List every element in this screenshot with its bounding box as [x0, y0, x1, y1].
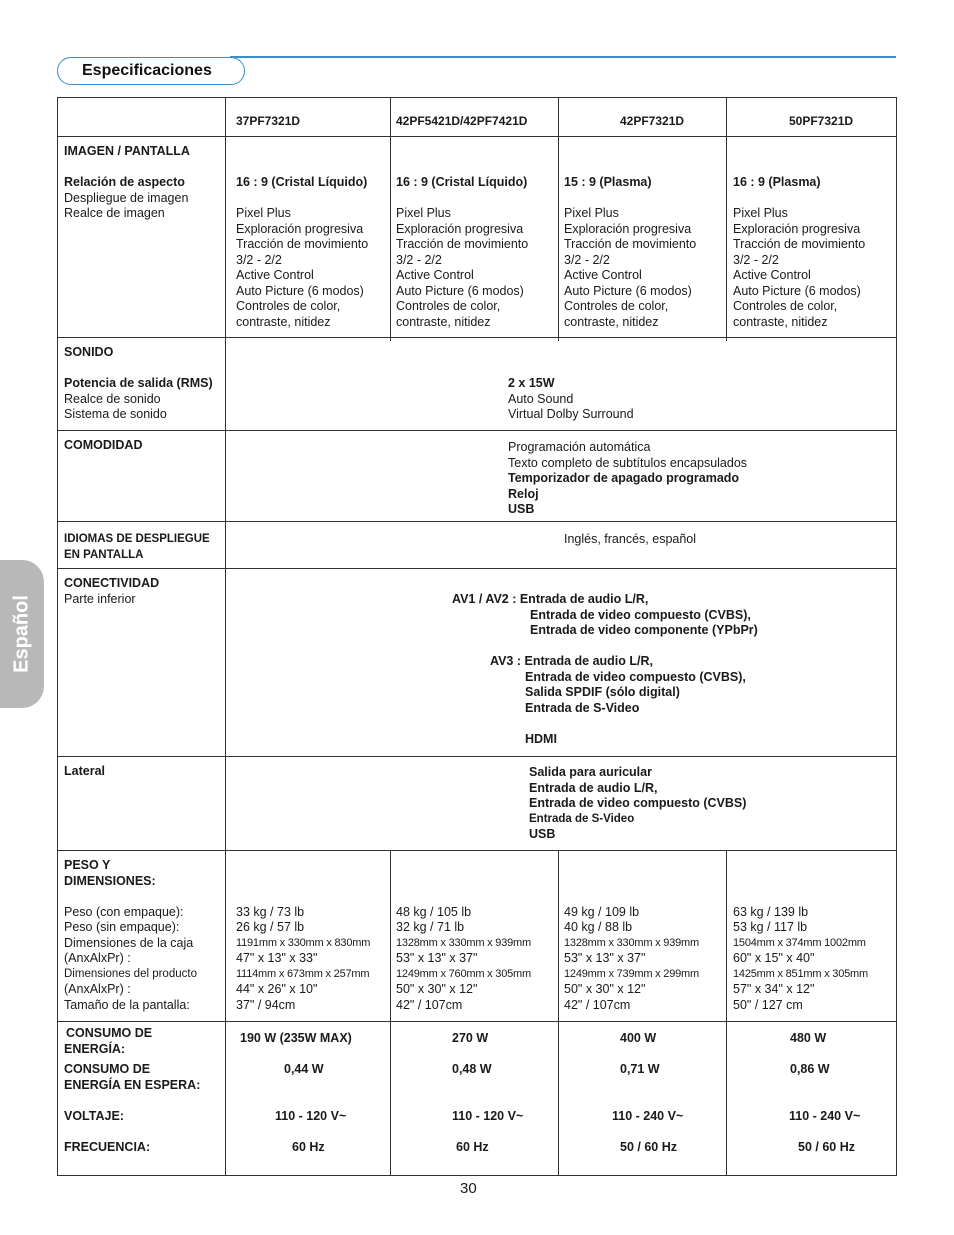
box-dims-mm: 1191mm x 330mm x 830mm: [236, 936, 371, 949]
screen-value: 42" / 107cm: [564, 997, 631, 1012]
feature: contraste, nitidez: [733, 314, 828, 329]
comodidad-item: Temporizador de apagado programado: [508, 471, 740, 485]
box-dims-in: 60" x 15" x 40": [733, 951, 815, 965]
language-side-tab: [0, 560, 44, 708]
frecuencia-value: 50 / 60 Hz: [798, 1139, 855, 1154]
product-dims-mm: 1249mm x 739mm x 299mm: [564, 967, 699, 980]
lateral-item: Entrada de video compuesto (CVBS): [529, 796, 747, 810]
peso-col-2: [396, 851, 556, 1013]
feature: contraste, nitidez: [236, 314, 331, 329]
comodidad-heading: COMODIDAD: [64, 438, 143, 452]
feature: Active Control: [236, 268, 314, 282]
header-rule: [230, 56, 896, 58]
page-number: 30: [460, 1180, 477, 1197]
feature: Tracción de movimiento: [396, 237, 529, 251]
product-dims-mm: 1249mm x 760mm x 305mm: [396, 967, 531, 980]
product-dims-in: 57" x 34" x 12": [733, 982, 815, 996]
consumo-label: CONSUMO DE: [66, 1026, 153, 1040]
comodidad-item: Texto completo de subtítulos encapsulados: [508, 455, 748, 470]
box-dims-mm: 1328mm x 330mm x 939mm: [564, 936, 699, 949]
energia-col-3: [564, 1022, 724, 1155]
column-divider: [390, 851, 391, 1021]
aspect-value: 15 : 9 (Plasma): [564, 175, 652, 189]
enhance-label: Realce de imagen: [64, 206, 165, 220]
column-divider: [726, 98, 727, 136]
consumo-label: ENERGÍA:: [64, 1041, 126, 1056]
column-divider: [558, 98, 559, 136]
language-side-tab-label: Español: [10, 595, 33, 673]
imagen-labels: [58, 137, 226, 337]
sound-enhance-label: Realce de sonido: [64, 391, 161, 406]
product-dims-label: Dimensiones del producto: [64, 967, 197, 980]
model-header: 37PF7321D: [236, 114, 301, 128]
av1-line: Entrada de video componente (YPbPr): [530, 623, 758, 637]
voltaje-value: 110 - 240 V~: [789, 1108, 861, 1123]
hdmi-label: HDMI: [525, 731, 557, 746]
feature: 3/2 - 2/2: [236, 252, 282, 267]
feature: Auto Picture (6 modos): [236, 283, 364, 298]
column-divider: [390, 137, 391, 341]
section-title-text: Especificaciones: [82, 62, 212, 80]
consumo-value: 190 W (235W MAX): [240, 1031, 352, 1045]
sound-system-label: Sistema de sonido: [64, 407, 167, 421]
display-label: Despliegue de imagen: [64, 190, 189, 205]
feature: Controles de color,: [396, 299, 501, 313]
model-header: 42PF5421D/42PF7421D: [396, 114, 528, 128]
feature: Tracción de movimiento: [564, 237, 697, 251]
weight-value: 40 kg / 88 lb: [564, 920, 633, 934]
feature: Controles de color,: [236, 299, 341, 313]
idiomas-labels: [58, 522, 226, 568]
feature: contraste, nitidez: [564, 314, 659, 329]
comodidad-labels: [58, 431, 226, 521]
conectividad-labels: [58, 569, 226, 756]
av3-line: Salida SPDIF (sólo digital): [525, 685, 680, 699]
aspect-value: 16 : 9 (Plasma): [733, 175, 821, 189]
lateral-item: Entrada de audio L/R,: [529, 780, 658, 795]
power-value: 2 x 15W: [508, 376, 555, 390]
column-divider: [558, 137, 559, 341]
anx-label: (AnxAlxPr) :: [64, 982, 131, 996]
product-dims-in: 44" x 26" x 10": [236, 982, 318, 996]
av3-line: Entrada de video compuesto (CVBS),: [525, 669, 746, 684]
column-divider: [390, 98, 391, 136]
voltaje-value: 110 - 120 V~: [452, 1108, 524, 1123]
peso-heading: DIMENSIONES:: [64, 873, 156, 888]
feature: Auto Picture (6 modos): [733, 283, 861, 298]
feature: Controles de color,: [564, 299, 669, 313]
column-divider: [390, 1022, 391, 1175]
sound-system-value: Virtual Dolby Surround: [508, 407, 634, 421]
lateral-item: Salida para auricular: [529, 765, 652, 779]
consumo-value: 480 W: [790, 1031, 827, 1045]
screen-value: 42" / 107cm: [396, 997, 463, 1012]
product-dims-mm: 1114mm x 673mm x 257mm: [236, 967, 370, 980]
av1-line: AV1 / AV2 : Entrada de audio L/R,: [452, 592, 649, 606]
comodidad-item: Reloj: [508, 486, 539, 501]
peso-heading: PESO Y: [64, 858, 111, 872]
table-header-row: [58, 98, 896, 136]
espera-value: 0,86 W: [790, 1062, 830, 1076]
feature: Tracción de movimiento: [733, 237, 866, 251]
lateral-row: [58, 756, 896, 850]
specifications-table: [57, 97, 897, 1176]
feature: Pixel Plus: [564, 206, 619, 220]
weight-box-value: 48 kg / 105 lb: [396, 904, 472, 919]
feature: Exploración progresiva: [733, 221, 861, 236]
feature: Exploración progresiva: [396, 221, 524, 236]
box-dims-mm: 1504mm x 374mm 1002mm: [733, 936, 866, 949]
peso-col-3: [564, 851, 724, 1013]
model-header: 42PF7321D: [620, 114, 685, 128]
voltaje-value: 110 - 120 V~: [275, 1108, 347, 1123]
feature: Tracción de movimiento: [236, 237, 369, 251]
espera-value: 0,48 W: [452, 1062, 492, 1076]
feature: 3/2 - 2/2: [733, 252, 779, 267]
feature: 3/2 - 2/2: [564, 252, 610, 267]
product-dims-mm: 1425mm x 851mm x 305mm: [733, 967, 868, 980]
weight-box-value: 63 kg / 139 lb: [733, 904, 809, 919]
anx-label: (AnxAlxPr) :: [64, 951, 131, 965]
imagen-col-4: [733, 137, 897, 330]
weight-box-value: 49 kg / 109 lb: [564, 904, 640, 919]
sonido-heading: SONIDO: [64, 345, 114, 359]
av1-block: [452, 592, 758, 639]
energia-col-2: [396, 1022, 556, 1155]
voltaje-value: 110 - 240 V~: [612, 1108, 684, 1123]
idiomas-heading: EN PANTALLA: [64, 548, 144, 561]
lateral-heading: Lateral: [64, 764, 105, 778]
weight-box-value: 33 kg / 73 lb: [236, 904, 305, 919]
frecuencia-value: 60 Hz: [292, 1139, 325, 1154]
peso-labels: [58, 851, 226, 1021]
imagen-heading: IMAGEN / PANTALLA: [64, 144, 190, 158]
box-dims-label: Dimensiones de la caja: [64, 935, 194, 950]
aspect-label: Relación de aspecto: [64, 175, 185, 189]
weight-box-label: Peso (con empaque):: [64, 904, 184, 919]
voltaje-label: VOLTAJE:: [64, 1108, 124, 1123]
feature: Auto Picture (6 modos): [564, 283, 692, 298]
box-dims-mm: 1328mm x 330mm x 939mm: [396, 936, 531, 949]
column-divider: [726, 137, 727, 341]
peso-col-1: [236, 851, 388, 1013]
feature: Active Control: [396, 268, 474, 282]
comodidad-item: USB: [508, 502, 535, 516]
lateral-item: USB: [529, 827, 556, 841]
imagen-row: [58, 136, 896, 337]
weight-value: 53 kg / 117 lb: [733, 920, 808, 934]
lateral-labels: [58, 757, 226, 850]
imagen-col-1: [236, 137, 388, 330]
comodidad-item: Programación automática: [508, 440, 651, 454]
box-dims-in: 47" x 13" x 33": [236, 951, 318, 965]
conectividad-row: [58, 568, 896, 756]
product-dims-in: 50" x 30" x 12": [396, 982, 478, 996]
frecuencia-label: FRECUENCIA:: [64, 1139, 151, 1154]
aspect-value: 16 : 9 (Cristal Líquido): [396, 175, 528, 189]
peso-col-4: [733, 851, 897, 1013]
product-dims-in: 50" x 30" x 12": [564, 982, 646, 996]
sound-enhance-value: Auto Sound: [508, 391, 574, 406]
av3-line: AV3 : Entrada de audio L/R,: [490, 654, 653, 668]
espera-label: ENERGÍA EN ESPERA:: [64, 1077, 201, 1092]
power-label: Potencia de salida (RMS): [64, 376, 213, 390]
column-divider: [558, 1022, 559, 1175]
comodidad-row: [58, 430, 896, 521]
frecuencia-value: 60 Hz: [456, 1139, 489, 1154]
screen-label: Tamaño de la pantalla:: [64, 997, 190, 1012]
weight-value: 32 kg / 71 lb: [396, 920, 465, 934]
feature: Auto Picture (6 modos): [396, 283, 524, 298]
av3-block: [490, 654, 746, 747]
idiomas-value: Inglés, francés, español: [564, 532, 697, 546]
comodidad-values: [508, 440, 747, 518]
section-title: [57, 57, 245, 85]
idiomas-row: [58, 521, 896, 568]
feature: Pixel Plus: [733, 206, 788, 220]
model-header: 50PF7321D: [789, 114, 854, 128]
feature: 3/2 - 2/2: [396, 252, 442, 267]
espera-value: 0,44 W: [284, 1062, 324, 1076]
av1-line: Entrada de video compuesto (CVBS),: [530, 607, 751, 622]
energia-row: [58, 1021, 896, 1175]
feature: Pixel Plus: [396, 206, 451, 220]
sonido-row: [58, 337, 896, 430]
feature: Pixel Plus: [236, 206, 291, 220]
imagen-col-2: [396, 137, 556, 330]
lateral-values: [529, 765, 746, 843]
espera-label: CONSUMO DE: [64, 1062, 151, 1076]
conectividad-sub: Parte inferior: [64, 591, 136, 606]
peso-row: [58, 850, 896, 1021]
lateral-item: Entrada de S-Video: [529, 812, 635, 825]
av3-line: Entrada de S-Video: [525, 700, 640, 715]
feature: Controles de color,: [733, 299, 838, 313]
box-dims-in: 53" x 13" x 37": [396, 951, 478, 965]
feature: Exploración progresiva: [236, 221, 364, 236]
consumo-value: 400 W: [620, 1031, 657, 1045]
column-divider: [726, 1022, 727, 1175]
feature: Active Control: [733, 268, 811, 282]
energia-col-1: [236, 1022, 388, 1155]
column-divider: [558, 851, 559, 1021]
sonido-labels: [58, 338, 226, 430]
energia-labels: [58, 1022, 226, 1175]
feature: Active Control: [564, 268, 642, 282]
energia-col-4: [733, 1022, 897, 1155]
weight-label: Peso (sin empaque):: [64, 920, 180, 934]
screen-value: 37" / 94cm: [236, 997, 296, 1012]
screen-value: 50" / 127 cm: [733, 997, 803, 1012]
column-divider: [726, 851, 727, 1021]
frecuencia-value: 50 / 60 Hz: [620, 1139, 677, 1154]
weight-value: 26 kg / 57 lb: [236, 920, 305, 934]
sonido-values: [508, 345, 634, 423]
feature: Exploración progresiva: [564, 221, 692, 236]
idiomas-heading: IDIOMAS DE DESPLIEGUE: [64, 533, 210, 545]
box-dims-in: 53" x 13" x 37": [564, 951, 646, 965]
conectividad-heading: CONECTIVIDAD: [64, 576, 160, 590]
header-empty-cell: [58, 98, 226, 136]
imagen-col-3: [564, 137, 724, 330]
aspect-value: 16 : 9 (Cristal Líquido): [236, 175, 368, 189]
feature: contraste, nitidez: [396, 314, 491, 329]
espera-value: 0,71 W: [620, 1062, 660, 1076]
consumo-value: 270 W: [452, 1031, 489, 1045]
